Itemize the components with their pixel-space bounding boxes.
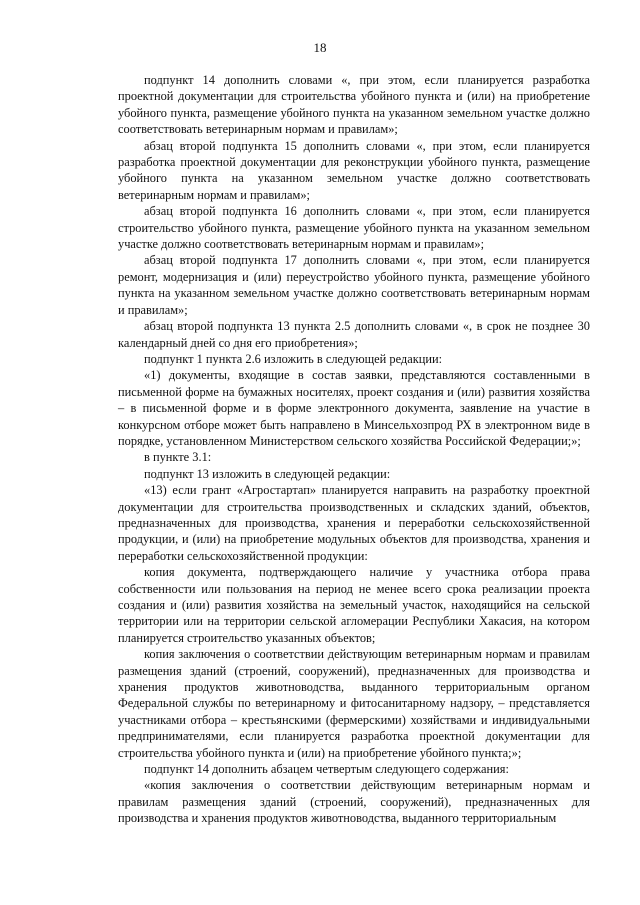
paragraph-1: подпункт 14 дополнить словами «, при этом, если планируется разработка проектной документации для строительства убойного пункта и (или) на приобретение убойного пункта, размещение убойного пункта на указанном земельном участке должно соответствовать ветеринарным нормам и правилам»; xyxy=(118,73,590,137)
paragraph-4: абзац второй подпункта 17 дополнить словами «, при этом, если планируется ремонт, модернизация и (или) переустройство убойного пункта, размещение убойного пункта на указанном земельном участке должно соответствовать ветеринарным нормам и правилам»; xyxy=(118,253,590,317)
paragraph-12: копия заключения о соответствии действующим ветеринарным нормам и правилам размещения зданий (строений, сооружений), предназначенных для производства и хранения продуктов животноводства, выданного территориальным органом Федеральной службы по ветеринарному и фитосанитарному надзору, – представляется участниками отбора – крестьянскими (фермерскими) хозяйствами и индивидуальными предпринимателями, если планируется разработка проектной документации для строительства убойного пункта и (или) на приобретение убойного пункта;»; xyxy=(118,647,590,760)
paragraph-14: «копия заключения о соответствии действующим ветеринарным нормам и правилам размещения зданий (строений, сооружений), предназначенных для производства и хранения продуктов животноводства, выданного территориальным xyxy=(118,778,590,826)
paragraph-3: абзац второй подпункта 16 дополнить словами «, при этом, если планируется строительство убойного пункта, размещение убойного пункта на указанном земельном участке должно соответствовать ветеринарным нормам и правилам»; xyxy=(118,204,590,252)
paragraph-8: в пункте 3.1: xyxy=(144,450,212,465)
paragraph-10: «13) если грант «Агростартап» планируется направить на разработку проектной документации для строительства производственных и складских зданий, объектов, предназначенных для производства, хранения и переработки сельскохозяйственной продукции, и (или) на приобретение модульных объектов для производства, хранения и переработки сельскохозяйственной продукции: xyxy=(118,483,590,563)
document-body xyxy=(118,72,590,827)
paragraph-13: подпункт 14 дополнить абзацем четвертым следующего содержания: xyxy=(144,762,509,777)
page-number: 18 xyxy=(313,40,327,55)
paragraph-2: абзац второй подпункта 15 дополнить словами «, при этом, если планируется разработка проектной документации для реконструкции убойного пункта, размещение убойного пункта на указанном земельном участке должно соответствовать ветеринарным нормам и правилам»; xyxy=(118,138,590,202)
paragraph-6: подпункт 1 пункта 2.6 изложить в следующей редакции: xyxy=(144,351,443,366)
paragraph-11: копия документа, подтверждающего наличие у участника отбора права собственности или пользования на период не менее всего срока реализации проекта создания и (или) развития хозяйства на земельный участок, находящийся на сельской территории или на территории сельской агломерации Республики Хакасия, на котором планируется строительство указанных объектов; xyxy=(118,565,590,645)
paragraph-5: абзац второй подпункта 13 пункта 2.5 дополнить словами «, в срок не позднее 30 календарный дней со дня его приобретения»; xyxy=(118,319,590,350)
paragraph-9: подпункт 13 изложить в следующей редакции: xyxy=(144,466,391,481)
paragraph-7: «1) документы, входящие в состав заявки, представляются составленными в письменной форме на бумажных носителях, проект создания и (или) развития хозяйства – в письменной форме и в форме электронного документа, заявление на участие в конкурсном отборе может быть направлено в Минсельхозпрод РХ в электронном виде в порядке, установленном Министерством сельского хозяйства Российской Федерации;»; xyxy=(118,368,590,448)
